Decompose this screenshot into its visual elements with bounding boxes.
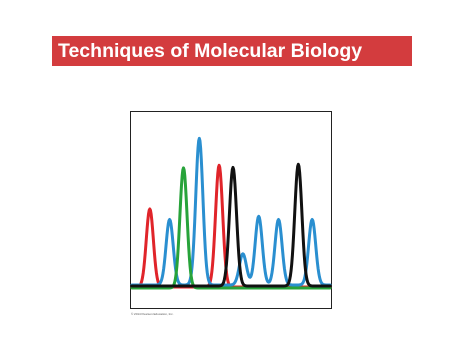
sequencing-chromatogram: [130, 111, 332, 309]
title-banner: [52, 36, 412, 66]
copyright-notice: © 2014 Pearson Education, Inc.: [131, 312, 174, 316]
slide-title: Techniques of Molecular Biology: [58, 39, 363, 62]
black-trace: [132, 164, 330, 286]
